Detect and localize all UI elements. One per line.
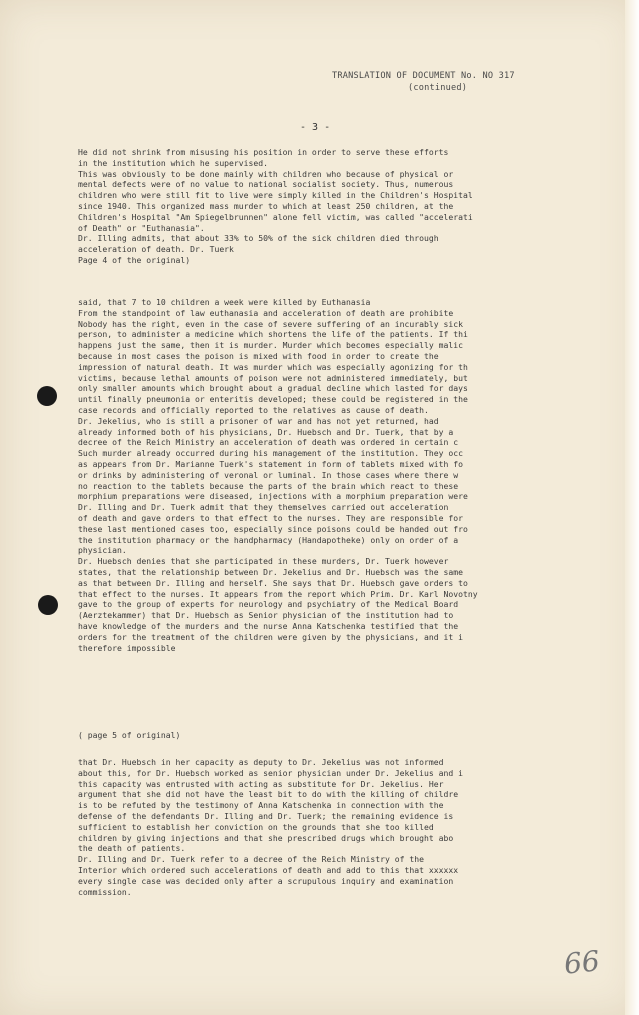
page-reference-text: ( page 5 of original) [78,730,181,740]
text-line: since 1940. This organized mass murder to which at least 250 children, at the [78,200,454,211]
text-line: these last mentioned cases too, especially since poisons could be handed out fro [78,523,468,534]
page-edge [625,0,639,1015]
text-line: said, that 7 to 10 children a week were killed by Euthanasia [78,297,371,307]
text-line: states, that the relationship between Dr. Jekelius and Dr. Huebsch was the same [78,566,463,577]
text-line: the death of patients. [78,843,186,854]
text-line: children by giving injections and that she prescribed drugs which brought abo [78,832,454,843]
text-line: this capacity was entrusted with acting as substitute for Dr. Jekelius. Her [78,778,444,789]
body-block-1 [78,147,588,266]
text-line: Dr. Illing admits, that about 33% to 50% of the sick children died through [78,233,439,244]
text-line: decree of the Reich Ministry an acceleration of death was ordered in certain c [78,437,459,448]
text-line: acceleration of death. Dr. Tuerk [78,244,234,255]
text-line: about this, for Dr. Huebsch worked as senior physician under Dr. Jekelius and i [78,767,463,778]
text-line: that effect to the nurses. It appears from the report which Prim. Dr. Karl Novotny [78,588,478,599]
page-reference [78,730,588,741]
text-line: as that between Dr. Illing and herself. She says that Dr. Huebsch gave orders to [78,577,468,588]
text-line: morphium preparations were diseased, injections with a morphium preparation were [78,491,468,502]
text-line: Page 4 of the original) [78,254,191,265]
text-line: commission. [78,886,132,897]
text-line: therefore impossible [78,642,176,653]
text-line: have knowledge of the murders and the nurse Anna Katschenka testified that the [78,620,459,631]
text-line: (Aerztekammer) that Dr. Huebsch as Senior physician of the institution had to [78,610,454,621]
text-line: This was obviously to be done mainly with children who because of physical or [78,168,454,179]
text-line: He did not shrink from misusing his position in order to serve these efforts [78,147,449,157]
punch-hole-bottom [38,595,58,615]
text-line: Such murder already occurred during his management of the institution. They occ [78,448,463,459]
text-line: of Death" or "Euthanasia". [78,222,205,233]
text-line: Dr. Illing and Dr. Tuerk refer to a decree of the Reich Ministry of the [78,854,424,865]
text-line: no reaction to the tablets because the parts of the brain which react to these [78,480,459,491]
text-line: Dr. Jekelius, who is still a prisoner of war and has not yet returned, had [78,415,439,426]
text-line: Interior which ordered such accelerations of death and add to this that xxxxxx [78,864,459,875]
text-line: case records and officially reported to the relatives as cause of death. [78,404,429,415]
text-line: sufficient to establish her conviction on the grounds that she too killed [78,821,434,832]
body-block-2 [78,297,588,653]
text-line: only smaller amounts which brought about a gradual decline which lasted for days [78,383,468,394]
text-line: because in most cases the poison is mixed with food in order to create the [78,350,439,361]
text-line: From the standpoint of law euthanasia and acceleration of death are prohibite [78,307,454,318]
text-line: or drinks by administering of veronal or luminal. In those cases where there w [78,469,459,480]
text-line: Dr. Huebsch denies that she participated in these murders, Dr. Tuerk however [78,556,449,567]
text-line: mental defects were of no value to national socialist society. Thus, numerous [78,179,454,190]
text-line: in the institution which he supervised. [78,157,269,168]
text-line: argument that she did not have the least bit to do with the killing of childre [78,789,459,800]
text-line: physician. [78,545,127,556]
text-line: is to be refuted by the testimony of Anna Katschenka in connection with the [78,800,444,811]
text-line: children who were still fit to live were simply killed in the Children's Hospital [78,190,473,201]
punch-hole-top [37,386,57,406]
text-line: victims, because lethal amounts of poison were not administered immediately, but [78,372,468,383]
text-line: impression of natural death. It was murder which was especially agonizing for th [78,361,468,372]
text-line: orders for the treatment of the children were given by the physicians, and it i [78,631,463,642]
text-line: gave to the group of experts for neurology and psychiatry of the Medical Board [78,599,459,610]
text-line: every single case was decided only after a scrupulous inquiry and examination [78,875,454,886]
body-block-3 [78,757,588,897]
text-line: the institution pharmacy or the handpharmacy (Handapotheke) only on order of a [78,534,459,545]
document-continued: (continued) [408,83,468,93]
text-line: until finally pneumonia or enteritis developed; these could be registered in the [78,394,468,405]
text-line: that Dr. Huebsch in her capacity as deputy to Dr. Jekelius was not informed [78,757,444,767]
page-number: - 3 - [300,122,331,133]
document-title: TRANSLATION OF DOCUMENT No. NO 317 [332,71,515,81]
text-line: person, to administer a medicine which shortens the life of the patients. If thi [78,329,468,340]
text-line: Dr. Illing and Dr. Tuerk admit that they themselves carried out acceleration [78,502,449,513]
text-line: already informed both of his physicians, Dr. Huebsch and Dr. Tuerk, that by a [78,426,454,437]
text-line: happens just the same, then it is murder. Murder which becomes especially malic [78,340,463,351]
text-line: defense of the defendants Dr. Illing and Dr. Tuerk; the remaining evidence is [78,810,454,821]
text-line: of death and gave orders to that effect to the nurses. They are responsible for [78,512,463,523]
document-header [332,70,572,94]
text-line: Nobody has the right, even in the case of severe suffering of an incurably sick [78,318,463,329]
handwritten-page-number: 66 [562,944,602,981]
text-line: as appears from Dr. Marianne Tuerk's statement in form of tablets mixed with fo [78,458,463,469]
text-line: Children's Hospital "Am Spiegelbrunnen" alone fell victim, was called "accelerati [78,211,473,222]
